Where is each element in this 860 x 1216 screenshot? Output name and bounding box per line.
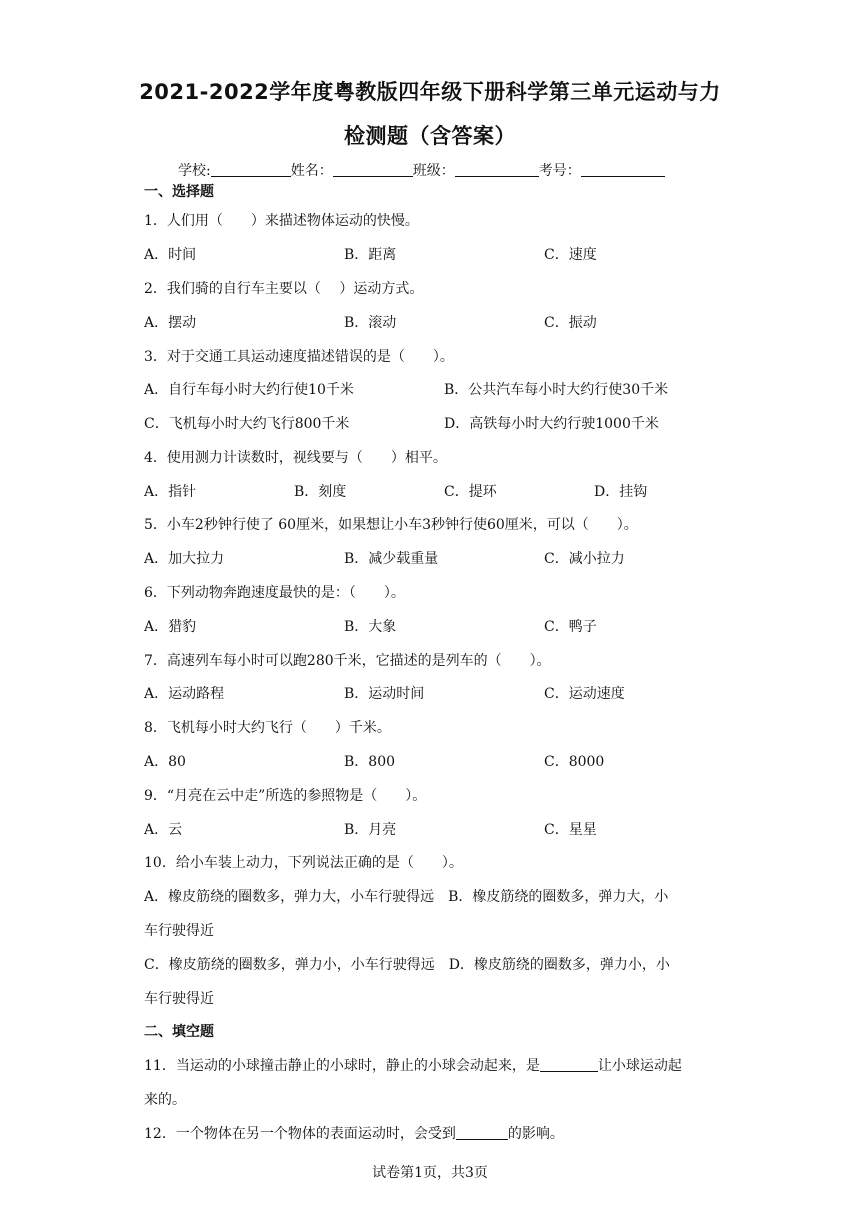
page-footer: 试卷第1页，共3页 bbox=[372, 1165, 488, 1181]
title-line-1: 2021-2022学年度粤教版四年级下册科学第三单元运动与力 bbox=[139, 80, 721, 104]
q12-text-after: 的影响。 bbox=[507, 1126, 564, 1142]
q10-options-cd-cont: 车行驶得近 bbox=[144, 991, 214, 1007]
q5-option-a: A．加大拉力 bbox=[144, 551, 225, 567]
q1-option-c: C．速度 bbox=[544, 247, 597, 263]
school-label: 学校: bbox=[178, 163, 211, 179]
q2-option-c: C．振动 bbox=[544, 315, 597, 331]
section-fill-heading: 二、填空题 bbox=[144, 1024, 214, 1040]
q9-option-b: B．月亮 bbox=[344, 822, 397, 838]
q9-option-a: A．云 bbox=[144, 822, 183, 838]
q6-option-c: C．鸭子 bbox=[544, 619, 597, 635]
question-12 bbox=[144, 1123, 564, 1143]
student-info-row bbox=[178, 160, 665, 180]
q1-option-b: B．距离 bbox=[344, 247, 397, 263]
number-blank[interactable] bbox=[581, 162, 665, 177]
q7-option-b: B．运动时间 bbox=[344, 686, 425, 702]
q8-option-b: B．800 bbox=[344, 754, 396, 770]
q7-option-a: A．运动路程 bbox=[144, 686, 225, 702]
question-8: 8．飞机每小时大约飞行（ ）千米。 bbox=[144, 720, 391, 736]
q4-option-a: A．指针 bbox=[144, 484, 197, 500]
class-blank[interactable] bbox=[455, 162, 539, 177]
q10-options-ab: A．橡皮筋绕的圈数多，弹力大，小车行驶得远 B．橡皮筋绕的圈数多，弹力大，小 bbox=[144, 889, 669, 905]
q6-option-a: A．猎豹 bbox=[144, 619, 197, 635]
name-blank[interactable] bbox=[333, 162, 413, 177]
q5-option-b: B．减少载重量 bbox=[344, 551, 439, 567]
q3-option-d: D．高铁每小时大约行驶1000千米 bbox=[444, 416, 659, 432]
q4-option-b: B．刻度 bbox=[294, 484, 347, 500]
q11-text-after: 让小球运动起 bbox=[597, 1058, 682, 1074]
question-6: 6．下列动物奔跑速度最快的是：（ ）。 bbox=[144, 585, 405, 601]
question-3: 3．对于交通工具运动速度描述错误的是（ ）。 bbox=[144, 349, 454, 365]
question-4: 4．使用测力计读数时，视线要与（ ）相平。 bbox=[144, 450, 447, 466]
q2-option-b: B．滚动 bbox=[344, 315, 397, 331]
q4-option-d: D．挂钩 bbox=[594, 484, 648, 500]
q3-option-c: C．飞机每小时大约飞行800千米 bbox=[144, 416, 350, 432]
question-5: 5．小车2秒钟行使了 60厘米，如果想让小车3秒钟行使60厘米，可以（ ）。 bbox=[144, 517, 638, 533]
school-blank[interactable] bbox=[211, 162, 291, 177]
q11-blank[interactable] bbox=[540, 1057, 598, 1072]
question-11 bbox=[144, 1055, 682, 1075]
name-label: 姓名： bbox=[290, 163, 333, 179]
q7-option-c: C．运动速度 bbox=[544, 686, 625, 702]
q6-option-b: B．大象 bbox=[344, 619, 397, 635]
q10-options-cd: C．橡皮筋绕的圈数多，弹力小，小车行驶得远 D．橡皮筋绕的圈数多，弹力小，小 bbox=[144, 957, 670, 973]
q8-option-c: C．8000 bbox=[544, 754, 605, 770]
q2-option-a: A．摆动 bbox=[144, 315, 197, 331]
q3-option-b: B．公共汽车每小时大约行使30千米 bbox=[444, 382, 669, 398]
number-label: 考号： bbox=[538, 163, 581, 179]
q5-option-c: C．减小拉力 bbox=[544, 551, 625, 567]
question-10: 10．给小车装上动力，下列说法正确的是（ ）。 bbox=[144, 855, 463, 871]
q1-option-a: A．时间 bbox=[144, 247, 197, 263]
q12-text-before: 12．一个物体在另一个物体的表面运动时，会受到 bbox=[144, 1126, 456, 1142]
q8-option-a: A．80 bbox=[144, 754, 186, 770]
q12-blank[interactable] bbox=[456, 1125, 508, 1140]
class-label: 班级： bbox=[412, 163, 455, 179]
question-11-cont: 来的。 bbox=[144, 1092, 186, 1108]
q4-option-c: C．提环 bbox=[444, 484, 497, 500]
title-line-2: 检测题（含答案） bbox=[344, 124, 516, 148]
question-2: 2．我们骑的自行车主要以（ ）运动方式。 bbox=[144, 281, 424, 297]
section-choice-heading: 一、选择题 bbox=[144, 184, 214, 200]
question-9: 9．“月亮在云中走”所选的参照物是（ ）。 bbox=[144, 788, 427, 804]
question-1: 1．人们用（ ）来描述物体运动的快慢。 bbox=[144, 213, 419, 229]
q9-option-c: C．星星 bbox=[544, 822, 597, 838]
q11-text-before: 11．当运动的小球撞击静止的小球时，静止的小球会动起来，是 bbox=[144, 1058, 540, 1074]
q3-option-a: A．自行车每小时大约行使10千米 bbox=[144, 382, 354, 398]
question-7: 7．高速列车每小时可以跑280千米，它描述的是列车的（ ）。 bbox=[144, 653, 551, 669]
q10-options-ab-cont: 车行驶得近 bbox=[144, 923, 214, 939]
